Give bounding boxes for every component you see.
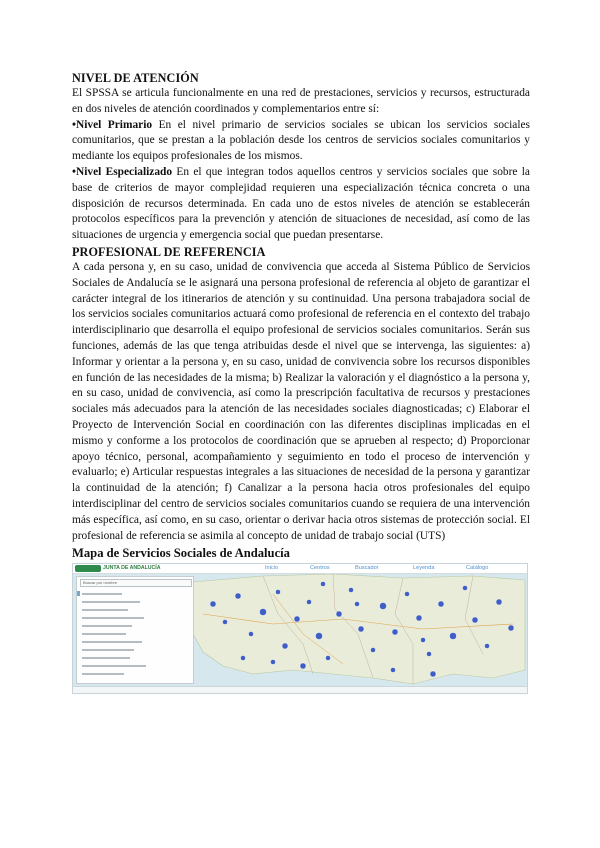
list-item[interactable] [82,657,130,659]
marker [241,656,246,661]
map-footer-bar [73,686,527,693]
marker [294,616,300,622]
marker [391,668,396,673]
bullet-label: •Nivel Especializado [72,165,173,178]
logo-text: JUNTA DE ANDALUCÍA [103,565,161,572]
map-side-panel [76,576,194,684]
bullet-label: •Nivel Primario [72,118,153,131]
marker [416,615,422,621]
intro-paragraph: El SPSSA se articula funcionalmente en una red de prestaciones, servicios y recursos, estructurada en dos niveles de atención coordinados y complementarios entre sí: [72,87,530,115]
search-placeholder: Buscar por nombre [83,580,118,586]
marker [508,625,514,631]
map-header-bar [73,564,527,574]
marker [235,593,241,599]
marker [321,582,326,587]
marker [355,602,360,607]
map-search-input[interactable] [80,579,192,587]
list-item[interactable] [82,673,124,675]
nav-item-leyenda[interactable]: Leyenda [413,565,435,572]
bullet-text: En el nivel primario de servicios sociales se ubican los servicios sociales comunitarios, que se prestan a la población desde los centros de servicios sociales comunitarios y mediante los equipos profesionales de los mismos. [72,118,530,163]
marker [392,629,398,635]
marker [336,611,342,617]
list-item[interactable] [82,601,140,603]
list-item[interactable] [82,609,128,611]
marker [282,643,288,649]
marker [358,626,364,632]
marker [276,590,281,595]
list-item[interactable] [82,665,146,667]
marker [307,600,312,605]
marker [430,671,436,677]
marker [450,633,457,640]
marker [326,656,331,661]
list-item[interactable] [82,617,144,619]
list-item[interactable] [82,633,126,635]
bullet-nivel-especializado [72,165,530,244]
marker [300,663,306,669]
bullet-nivel-primario [72,118,530,165]
marker [223,620,228,625]
marker [496,599,502,605]
services-map-screenshot [72,563,528,694]
list-item[interactable] [82,593,122,595]
marker [405,592,410,597]
panel-tab-icon[interactable] [77,591,80,596]
marker [380,603,387,610]
marker [371,648,376,653]
marker [463,586,468,591]
marker [427,652,432,657]
section-title-profesional-referencia: PROFESIONAL DE REFERENCIA [72,244,266,259]
nav-item-centros[interactable]: Centros [310,565,330,572]
marker [349,588,354,593]
nav-item-buscador[interactable]: Buscador [355,565,379,572]
marker [260,609,267,616]
nav-item-catalogo[interactable]: Catálogo [466,565,489,572]
map-title: Mapa de Servicios Sociales de Andalucía [72,546,290,561]
junta-logo-icon [75,565,101,572]
marker [421,638,426,643]
marker [316,633,323,640]
marker [249,632,254,637]
list-item[interactable] [82,649,134,651]
section-title-nivel-atencion: NIVEL DE ATENCIÓN [72,71,199,85]
profesional-referencia-paragraph: A cada persona y, en su caso, unidad de convivencia que acceda al Sistema Público de Servicios Sociales de Andalucía se le asignará una persona profesional de referencia al objeto de garantizar el carácter integral de los itinerarios de atención y su continuidad. Una persona trabajadora social de los servicios sociales comunitarios actuará como profesional de referencia en el contexto del trabajo interdisciplinario que desarrolla el equipo profesional de servicios sociales comunitarios. Serán sus funciones, además de las que tenga atribuidas desde el nivel que se intervenga, las siguientes: a) Informar y orientar a la persona y, en su caso, unidad de convivencia sobre los recursos disponibles en función de las necesidades de la misma; b) Realizar la valoración y el diagnóstico a la persona y, en su caso, unidad de convivencia, así como la prescripción facultativa de recursos y prestaciones sociales más adecuados para la atención de las necesidades sociales diagnosticadas; c) Elaborar el Proyecto de Intervención Social en coordinación con las diferentes disciplinas implicadas en el mismo y conforme a los protocolos de coordinación que se aprueben al respecto; d) Proporcionar apoyo técnico, personal, acompañamiento y seguimiento en todo el proceso de intervención y evaluarlo; e) Articular respuestas integrales a las situaciones de necesidad de la persona y garantizar la continuidad de la atención; f) Canalizar a la persona hacia otros profesionales del equipo interdisciplinar del centro de servicios sociales comunitarios cuando se requiera de una intervención más específica, así como, en su caso, orientar o derivar hacia otros sistemas de protección social. El profesional de referencia se asimila al concepto de unidad de trabajo social (UTS) [72,260,530,542]
list-item[interactable] [82,625,132,627]
nav-item-inicio[interactable]: Inicio [265,565,279,572]
marker [210,601,216,607]
marker [472,617,478,623]
list-item[interactable] [82,641,142,643]
marker [485,644,490,649]
document-page [72,70,530,694]
bullet-text: En el que integran todos aquellos centros y servicios sociales que sobre la base de criterios de mayor complejidad requieren una especialización técnica concreta o una disposición de recursos determinada. En cada uno de estos niveles de atención se establecerán protocolos específicos para la prevención y atención de situaciones de necesidad, así como de las situaciones de urgencia y emergencia social que puedan presentarse. [72,165,530,242]
marker [438,601,444,607]
marker [271,660,276,665]
